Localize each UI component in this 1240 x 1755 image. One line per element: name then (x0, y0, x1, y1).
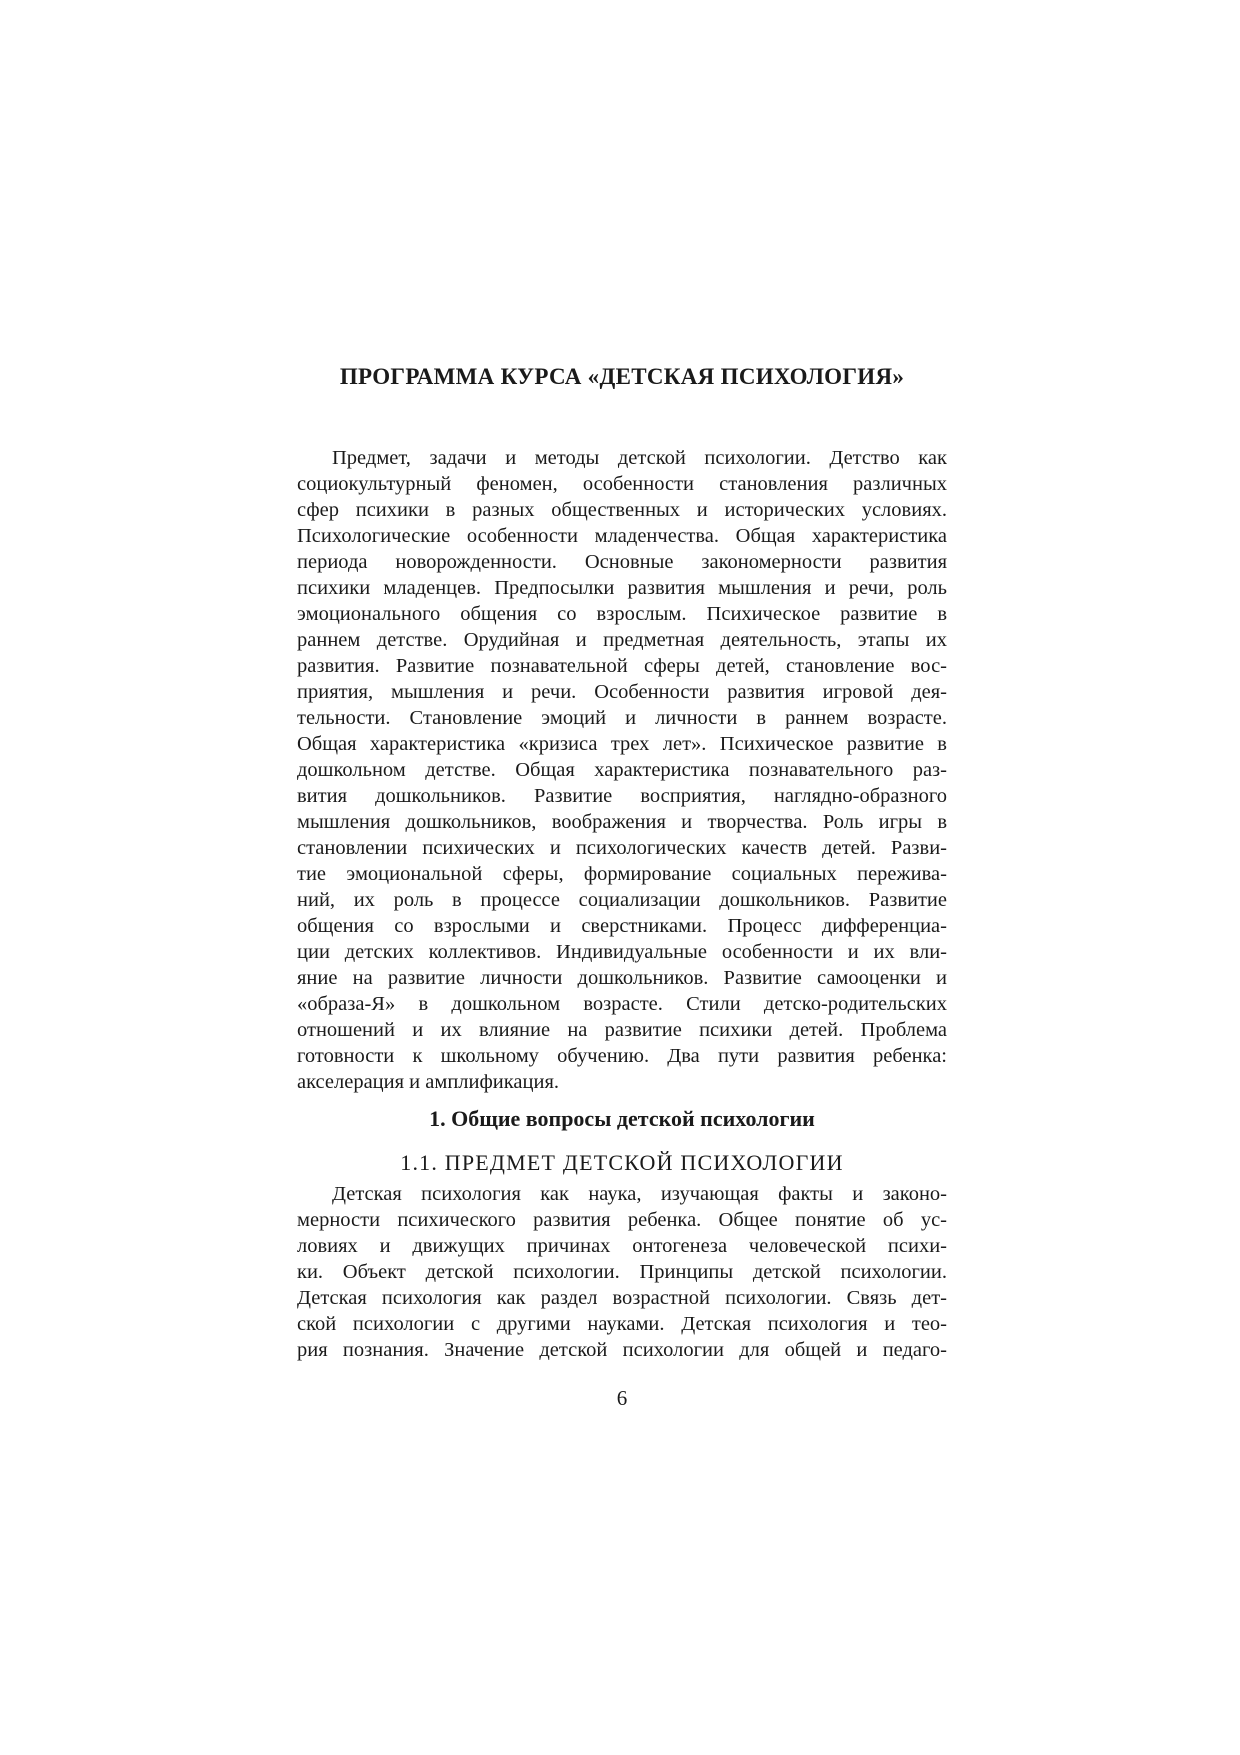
text-line: Психологические особенности младенчества. Общая характеристика (297, 525, 947, 547)
text-line: Детская психология как наука, изучающая факты и законо- (332, 1183, 947, 1205)
text-line: мышления дошкольников, воображения и творчества. Роль игры в (297, 811, 947, 833)
text-line: вития дошкольников. Развитие восприятия, наглядно-образного (297, 785, 947, 807)
text-line: тие эмоциональной сферы, формирование социальных пережива- (297, 863, 947, 885)
text-line: акселерация и амплификация. (297, 1071, 560, 1093)
text-line: мерности психического развития ребенка. Общее понятие об ус- (297, 1209, 947, 1231)
intro-paragraph (297, 445, 947, 1095)
subsection-paragraph (297, 1181, 947, 1363)
text-line: тельности. Становление эмоций и личности в раннем возрасте. (297, 707, 947, 729)
text-line: периода новорожденности. Основные закономерности развития (297, 551, 947, 573)
text-line: эмоционального общения со взрослым. Психическое развитие в (297, 603, 947, 625)
course-program-title: ПРОГРАММА КУРСА «ДЕТСКАЯ ПСИХОЛОГИЯ» (339, 364, 905, 389)
text-line: общения со взрослыми и сверстниками. Процесс дифференциа- (297, 915, 947, 937)
text-line: готовности к школьному обучению. Два пути развития ребенка: (297, 1045, 947, 1067)
text-line: раннем детстве. Орудийная и предметная деятельность, этапы их (297, 629, 947, 651)
text-line: рия познания. Значение детской психологии для общей и педаго- (297, 1339, 947, 1361)
text-line: ки. Объект детской психологии. Принципы детской психологии. (297, 1261, 947, 1283)
text-line: развития. Развитие познавательной сферы детей, становление вос- (297, 655, 947, 677)
text-line: ции детских коллективов. Индивидуальные особенности и их вли- (297, 941, 947, 963)
text-line: отношений и их влияние на развитие психики детей. Проблема (297, 1019, 947, 1041)
text-line: психики младенцев. Предпосылки развития мышления и речи, роль (297, 577, 947, 599)
text-line: сфер психики в разных общественных и исторических условиях. (297, 499, 947, 521)
text-line: ской психологии с другими науками. Детская психология и тео- (297, 1313, 947, 1335)
text-line: приятия, мышления и речи. Особенности развития игровой дея- (297, 681, 947, 703)
subsection-heading: 1.1. ПРЕДМЕТ ДЕТСКОЙ ПСИХОЛОГИИ (400, 1150, 844, 1175)
text-line: Общая характеристика «кризиса трех лет». Психическое развитие в (297, 733, 947, 755)
text-line: ний, их роль в процессе социализации дошкольников. Развитие (297, 889, 947, 911)
section-heading: 1. Общие вопросы детской психологии (429, 1106, 815, 1131)
text-line: Детская психология как раздел возрастной психологии. Связь дет- (297, 1287, 947, 1309)
text-line: становлении психических и психологических качеств детей. Разви- (297, 837, 947, 859)
page-number: 6 (616, 1386, 628, 1410)
text-line: Предмет, задачи и методы детской психологии. Детство как (332, 447, 947, 469)
text-line: ловиях и движущих причинах онтогенеза человеческой психи- (297, 1235, 947, 1257)
text-line: социокультурный феномен, особенности становления различных (297, 473, 947, 495)
text-line: дошкольном детстве. Общая характеристика познавательного раз- (297, 759, 947, 781)
text-line: «образа-Я» в дошкольном возрасте. Стили детско-родительских (297, 993, 947, 1015)
text-line: яние на развитие личности дошкольников. Развитие самооценки и (297, 967, 947, 989)
